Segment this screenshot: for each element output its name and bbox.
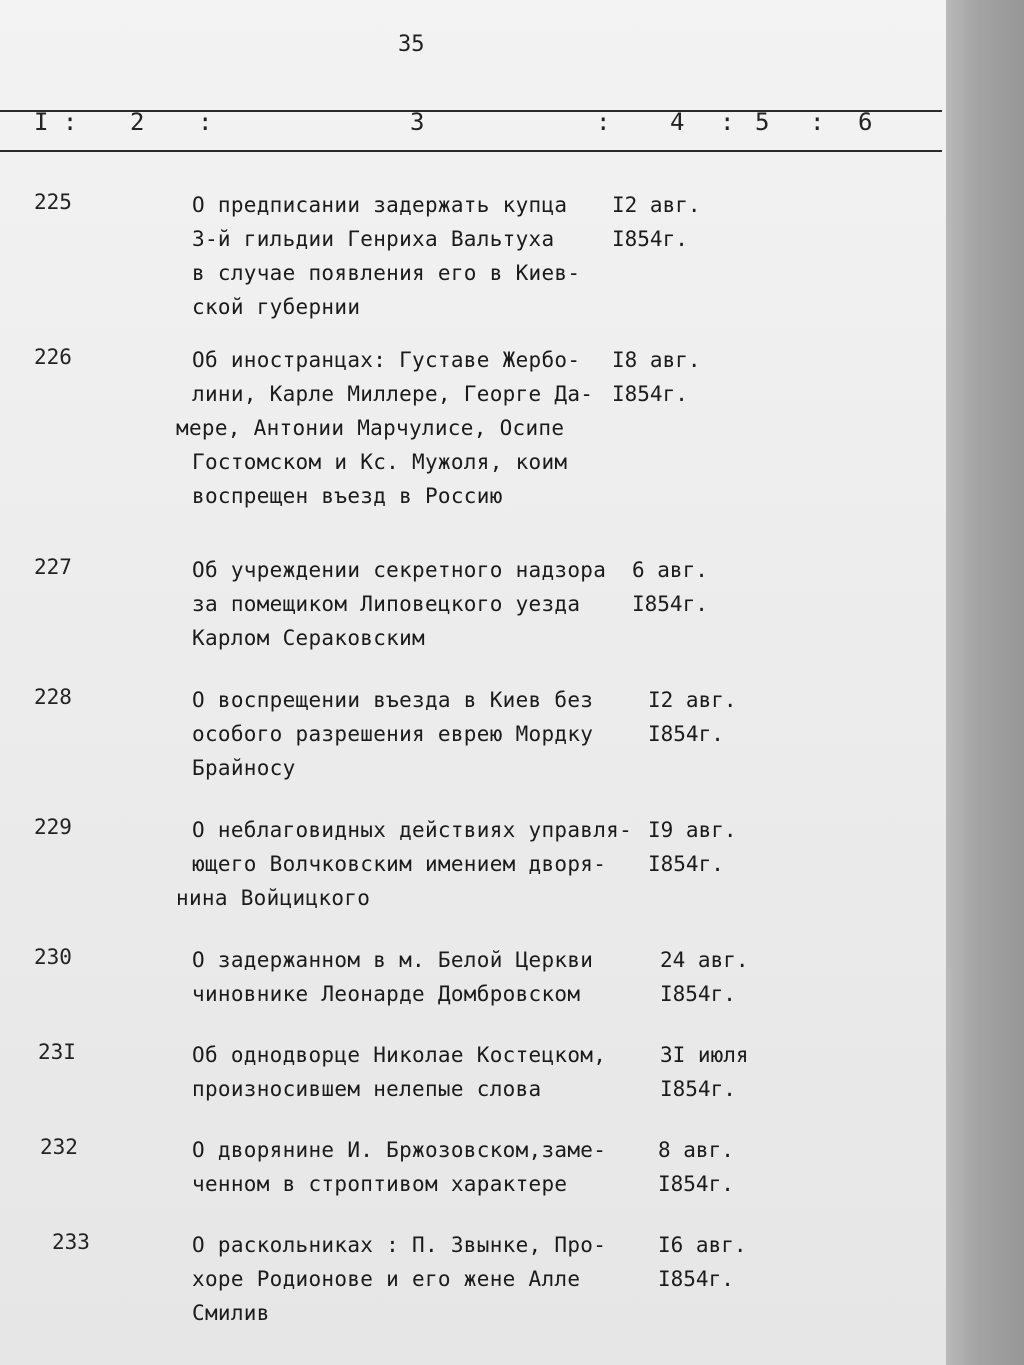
column-label: 3	[410, 108, 425, 136]
column-label: :	[810, 108, 825, 136]
entry-description-line: чиновнике Леонарде Домбровском	[192, 982, 581, 1006]
entry-description-line: воспрещен въезд в Россию	[192, 484, 503, 508]
entry-date: I854г.	[632, 592, 708, 616]
entry-description-line: О раскольниках : П. Звынке, Про-	[192, 1233, 607, 1257]
entry-description-line: Карлом Сераковским	[192, 626, 425, 650]
column-label: :	[720, 108, 735, 136]
entry-number: 229	[34, 815, 72, 839]
page-edge	[946, 0, 1024, 1365]
entry-description-line: особого разрешения еврею Мордку	[192, 722, 594, 746]
column-label: :	[198, 108, 213, 136]
entry-date: 3I июля	[660, 1043, 749, 1067]
entry-number: 23I	[38, 1040, 76, 1064]
entry-number: 232	[40, 1135, 78, 1159]
entry-date: 8 авг.	[658, 1138, 734, 1162]
entry-description-line: Об учреждении секретного надзора	[192, 558, 607, 582]
column-label: 4	[670, 108, 685, 136]
entry-description-line: произносившем нелепые слова	[192, 1077, 542, 1101]
entry-date: I2 авг.	[648, 688, 737, 712]
entry-description-line: лини, Карле Миллере, Георге Да-	[192, 382, 594, 406]
column-label: 6	[858, 108, 873, 136]
column-label: :	[596, 108, 611, 136]
entry-description-line: Об однодворце Николае Костецком,	[192, 1043, 607, 1067]
entry-description-line: О воспрещении въезда в Киев без	[192, 688, 594, 712]
entry-description-line: ченном в строптивом характере	[192, 1172, 568, 1196]
entry-description-line: Гостомском и Кс. Мужоля, коим	[192, 450, 568, 474]
entry-description-line: О предписании задержать купца	[192, 193, 568, 217]
entry-date: 6 авг.	[632, 558, 708, 582]
entry-description-line: ющего Волчковским имением дворя-	[192, 852, 607, 876]
header-rule-bottom	[0, 150, 942, 152]
entry-date: I854г.	[660, 1077, 736, 1101]
entry-date: I8 авг.	[612, 348, 701, 372]
entry-description-line: 3-й гильдии Генриха Вальтуха	[192, 227, 555, 251]
entry-description-line: Брайносу	[192, 756, 296, 780]
entry-description-line: Об иностранцах: Густаве Жербо-	[192, 348, 581, 372]
entry-description-line: О неблаговидных действиях управля-	[192, 818, 633, 842]
entry-description-line: мере, Антонии Марчулисе, Осипе	[176, 416, 565, 440]
entry-description-line: Смилив	[192, 1301, 270, 1325]
entry-date: I854г.	[658, 1267, 734, 1291]
entry-description-line: нина Войцицкого	[176, 886, 371, 910]
entry-number: 233	[52, 1230, 90, 1254]
entry-date: I854г.	[648, 852, 724, 876]
entry-description-line: ской губернии	[192, 295, 361, 319]
entry-description-line: за помещиком Липовецкого уезда	[192, 592, 581, 616]
entry-date: I854г.	[660, 982, 736, 1006]
column-label: I :	[34, 108, 78, 136]
entry-description-line: в случае появления его в Киев-	[192, 261, 581, 285]
entry-date: I2 авг.	[612, 193, 701, 217]
entry-number: 225	[34, 190, 72, 214]
entry-date: I854г.	[658, 1172, 734, 1196]
entry-date: I854г.	[612, 382, 688, 406]
entry-date: I854г.	[612, 227, 688, 251]
entry-date: I854г.	[648, 722, 724, 746]
entry-description-line: О задержанном в м. Белой Церкви	[192, 948, 594, 972]
column-label: 5	[755, 108, 770, 136]
entry-date: I9 авг.	[648, 818, 737, 842]
entry-description-line: О дворянине И. Бржозовском,заме-	[192, 1138, 607, 1162]
entry-number: 227	[34, 555, 72, 579]
entry-number: 228	[34, 685, 72, 709]
entry-number: 230	[34, 945, 72, 969]
entry-date: I6 авг.	[658, 1233, 747, 1257]
page-number: 35	[398, 32, 425, 57]
entry-date: 24 авг.	[660, 948, 749, 972]
entry-number: 226	[34, 345, 72, 369]
entry-description-line: хоре Родионове и его жене Алле	[192, 1267, 581, 1291]
column-label: 2	[130, 108, 145, 136]
